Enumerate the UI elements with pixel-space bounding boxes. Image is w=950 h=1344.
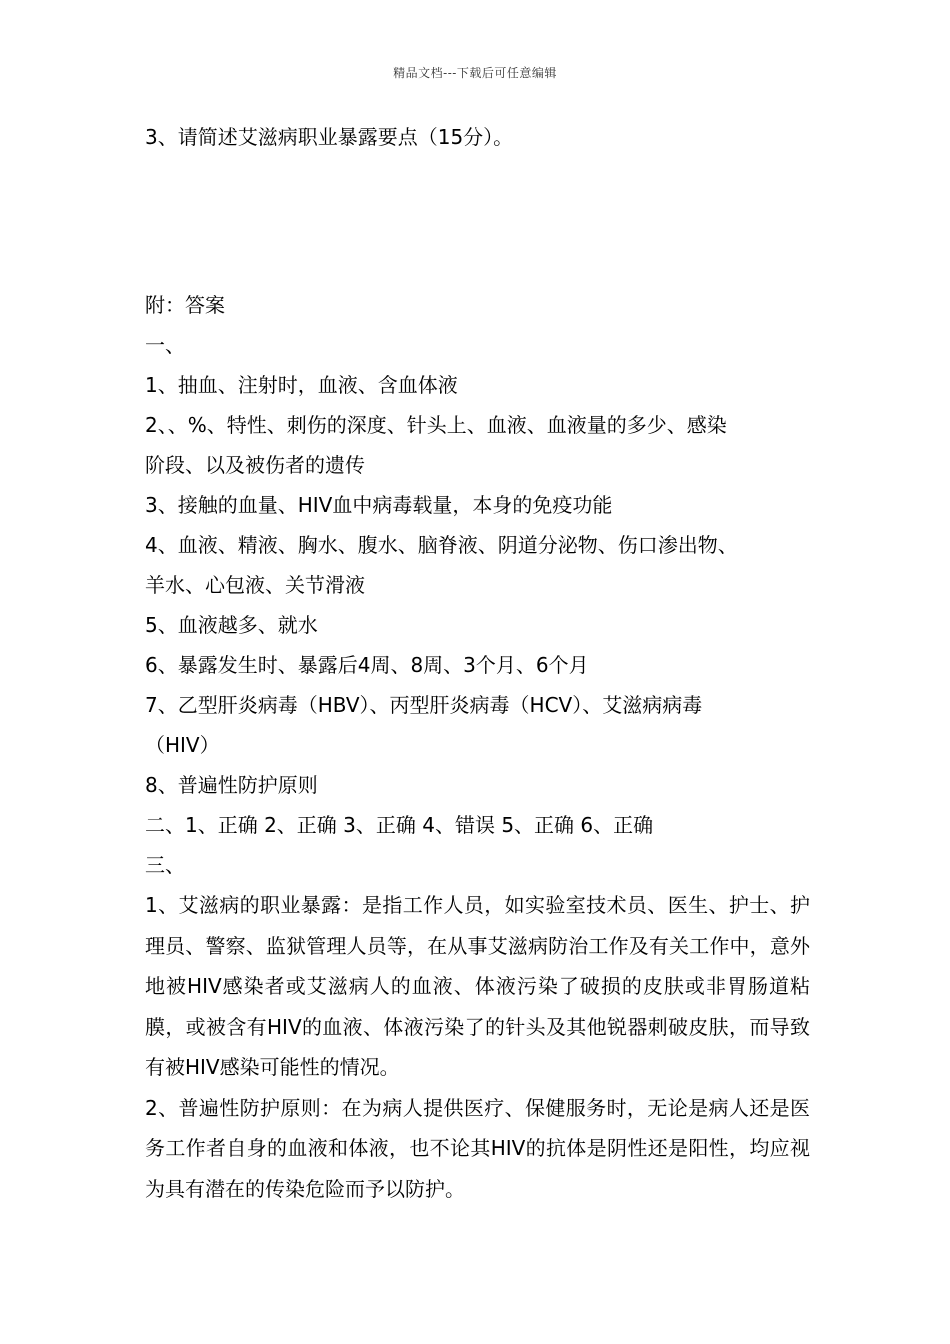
question-text: 3、请简述艾滋病职业暴露要点（15分）。 xyxy=(145,125,514,149)
definition-paragraph: 1、艾滋病的职业暴露：是指工作人员，如实验室技术员、医生、护士、护理员、警察、监狱管理人员等，在从事艾滋病防治工作及有关工作中，意外地被HIV感染者或艾滋病人的血液、体液污染了破损的皮肤或非胃肠道粘膜，或被含有HIV的血液、体液污染了的针头及其他锐器刺破皮肤，而导致有被HIV感染可能性的情况。 xyxy=(145,893,810,1079)
answer-line: 4、血液、精液、胸水、腹水、脑脊液、阴道分泌物、伤口渗出物、 xyxy=(145,533,738,557)
answer-line: 8、普遍性防护原则 xyxy=(145,773,318,797)
answer-line: 1、抽血、注射时，血液、含血体液 xyxy=(145,373,458,397)
section-two-answers: 二、1、正确 2、正确 3、正确 4、错误 5、正确 6、正确 xyxy=(145,813,654,837)
page-header: 精品文档---下载后可任意编辑 xyxy=(393,66,557,80)
section-three-label: 三、 xyxy=(145,853,185,877)
answer-line: 7、乙型肝炎病毒（HBV）、丙型肝炎病毒（HCV）、艾滋病病毒 xyxy=(145,693,703,717)
answer-line: 阶段、以及被伤者的遗传 xyxy=(145,453,365,477)
answer-line: 羊水、心包液、关节滑液 xyxy=(145,573,365,597)
definition-paragraph: 2、普遍性防护原则：在为病人提供医疗、保健服务时，无论是病人还是医务工作者自身的血液和体液，也不论其HIV的抗体是阴性还是阳性，均应视为具有潜在的传染危险而予以防护。 xyxy=(145,1095,810,1201)
answer-heading: 附：答案 xyxy=(145,293,225,317)
answer-line: 5、血液越多、就水 xyxy=(145,613,318,637)
answer-section xyxy=(145,285,810,1209)
answer-line: 3、接触的血量、HIV血中病毒载量，本身的免疫功能 xyxy=(145,493,613,517)
answer-line: （HIV） xyxy=(145,733,220,757)
answer-line: 2、、%、特性、刺伤的深度、针头上、血液、血液量的多少、感染 xyxy=(145,413,727,437)
section-one-label: 一、 xyxy=(145,333,185,357)
answer-line: 6、暴露发生时、暴露后4周、8周、3个月、6个月 xyxy=(145,653,589,677)
